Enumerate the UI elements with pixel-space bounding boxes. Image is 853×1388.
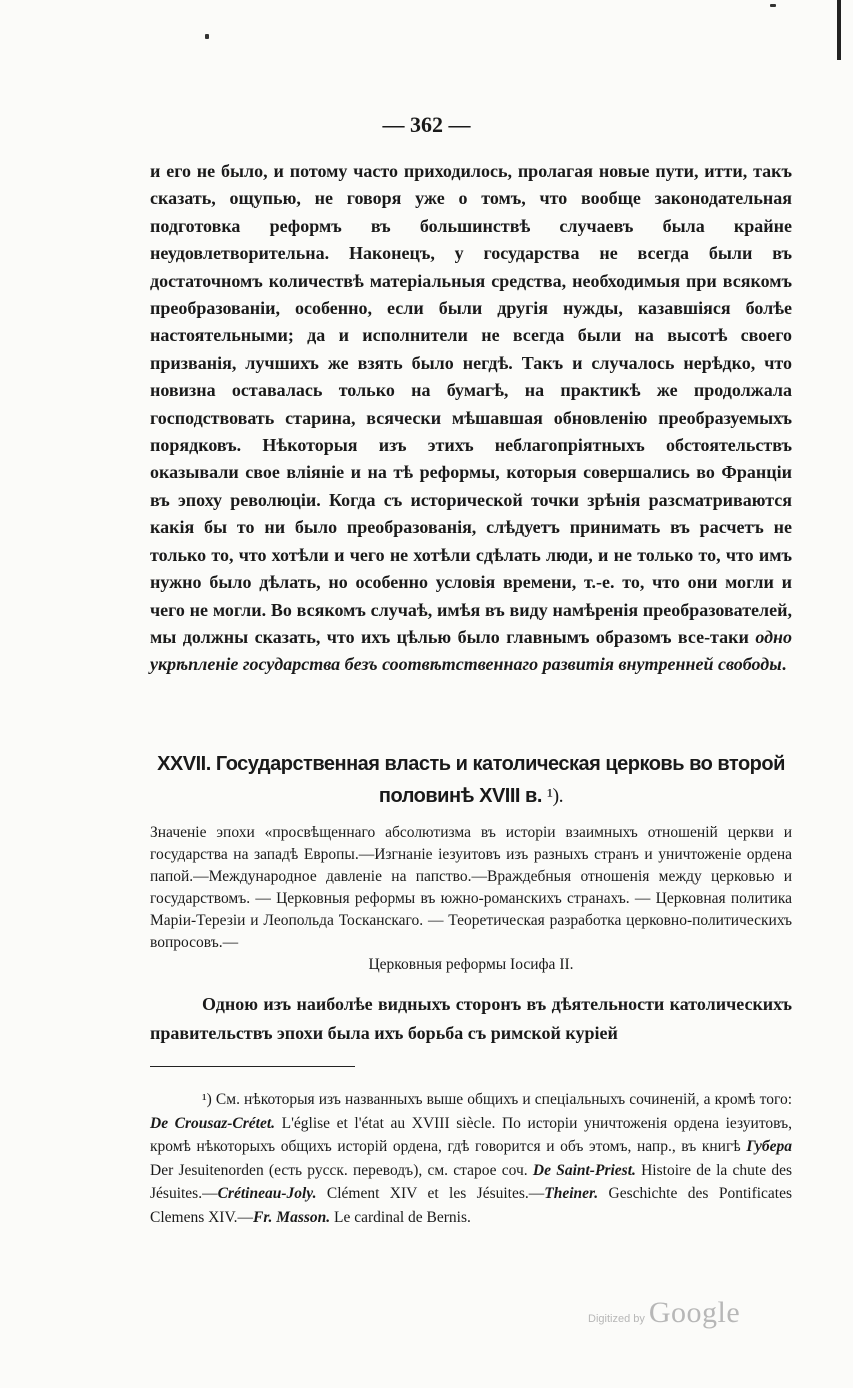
scan-speck bbox=[770, 4, 776, 7]
footnote-divider bbox=[150, 1066, 355, 1067]
footnote-text: Histoire de la chute des Jésuites.— bbox=[150, 1161, 792, 1202]
footnote-text: Der Jesuitenorden (есть русск. переводъ), см. старое соч. bbox=[150, 1161, 528, 1179]
main-paragraph-emphasis: одно укрѣпленіе государства безъ соотвѣтственнаго развитія внутренней свободы bbox=[150, 626, 793, 675]
chapter-number: XXVII. bbox=[157, 753, 211, 775]
footnote-text: Geschichte des Pontificates Clemens XIV.— bbox=[150, 1185, 793, 1226]
chapter-summary bbox=[150, 822, 792, 976]
watermark-brand: Google bbox=[648, 1296, 741, 1329]
footnote-author: De Saint-Priest. bbox=[532, 1161, 636, 1179]
chapter-title: Государственная власть и католическая церковь во второй половинѣ XVIII в. bbox=[215, 753, 785, 807]
summary-text: Значеніе эпохи «просвѣщеннаго абсолютизма въ исторіи взаимныхъ отношеній церкви и государства на западѣ Европы.—Изгнаніе іезуитовъ изъ разныхъ странъ и уничтоженіе ордена папой.—Международное давленіе на папство.—Враждебныя отношенія между церковью и государствомъ. — Церковныя реформы въ южно-романскихъ странахъ. — Церковная политика Маріи-Терезіи и Леопольда Тосканскаго. — Теоретическая разработка церковно-политическихъ вопросовъ.— bbox=[150, 824, 792, 951]
chapter-footnote-ref: ¹). bbox=[546, 785, 564, 807]
main-paragraph bbox=[150, 158, 792, 679]
digitized-watermark bbox=[588, 1296, 740, 1330]
body-paragraph: Одною изъ наиболѣе видныхъ сторонъ въ дѣятельности католическихъ правительствъ эпохи была ихъ борьба съ римской куріей bbox=[150, 994, 792, 1043]
main-paragraph-text: и его не было, и потому часто приходилось, пролагая новые пути, итти, такъ сказать, ощупью, не говоря уже о томъ, что вообще законодательная подготовка реформъ въ большинствѣ случаевъ была крайне неудовлетворительна. Наконецъ, у государства не всегда были въ достаточномъ количествѣ матеріальныя средства, необходимыя при всякомъ преобразованіи, особенно, если были другія нужды, казавшіяся болѣе настоятельными; да и исполнители не всегда были на высотѣ своего призванія, лучшихъ же взять было негдѣ. Такъ и случалось нерѣдко, что новизна оставалась только на бумагѣ, на практикѣ же продолжала господствовать старина, всячески мѣшавшая обновленію преобразуемыхъ порядковъ. Нѣкоторыя изъ этихъ неблагопріятныхъ обстоятельствъ оказывали свое вліяніе и на тѣ реформы, которыя совершались во Франціи въ эпоху революціи. Когда съ исторической точки зрѣнія разсматриваются какія бы то ни было преобразованія, слѣдуетъ принимать въ расчетъ не только то, что хотѣли и чего не хотѣли сдѣлать люди, и не только то, что имъ нужно было дѣлать, но особенно условія времени, т.-е. то, что они могли и чего не могли. Во всякомъ случаѣ, имѣя въ виду намѣренія преобразователей, мы должны сказать, что ихъ цѣлью было главнымъ образомъ все-таки bbox=[150, 161, 792, 647]
footnote-text: См. нѣкоторыя изъ названныхъ выше общихъ и спеціальныхъ сочиненій, а кромѣ того: bbox=[215, 1091, 793, 1108]
footnote-marker: ¹) bbox=[202, 1091, 212, 1108]
footnote-author: De Crousaz-Crétet. bbox=[150, 1114, 276, 1132]
page-number: — 362 — bbox=[382, 112, 471, 137]
footnote bbox=[150, 1088, 792, 1229]
footnote-author: Fr. Masson. bbox=[253, 1208, 331, 1226]
chapter-heading bbox=[150, 748, 792, 812]
scan-speck bbox=[205, 34, 209, 39]
summary-last-line: Церковныя реформы Іосифа II. bbox=[368, 956, 574, 973]
footnote-text: Le cardinal de Bernis. bbox=[334, 1208, 471, 1226]
footnote-text: L'église et l'état au XVIII siècle. По исторіи уничтоженія ордена іезуитовъ, кромѣ нѣкоторыхъ общихъ исторій ордена, гдѣ говорится и объ этомъ, напр., въ книгѣ bbox=[150, 1114, 792, 1155]
scan-edge-mark bbox=[837, 0, 841, 60]
footnote-author: Губера bbox=[746, 1138, 793, 1155]
footnote-author: Crétineau-Joly. bbox=[217, 1185, 317, 1202]
footnote-text: Clément XIV et les Jésuites.— bbox=[326, 1185, 545, 1202]
watermark-prefix: Digitized by bbox=[588, 1313, 645, 1325]
main-paragraph-end: . bbox=[781, 654, 787, 675]
footnote-author: Theiner. bbox=[544, 1185, 599, 1202]
